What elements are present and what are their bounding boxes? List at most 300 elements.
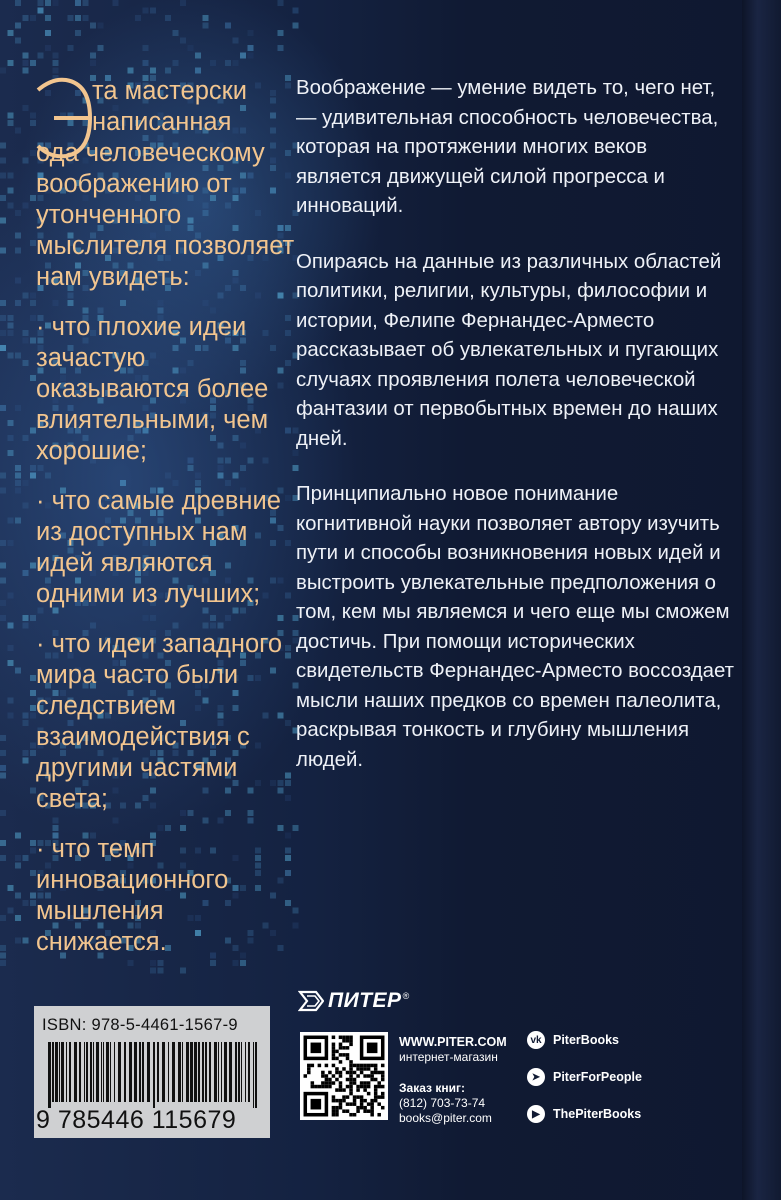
qr-module <box>339 1099 343 1103</box>
qr-module <box>367 1081 371 1085</box>
barcode-bar <box>190 1042 193 1102</box>
barcode-bar <box>162 1042 165 1102</box>
pixel-square <box>53 53 59 59</box>
qr-module <box>335 1109 339 1113</box>
pixel-square <box>23 938 29 944</box>
qr-module <box>335 1050 339 1054</box>
qr-module <box>353 1078 357 1082</box>
pixel-square <box>23 203 29 209</box>
qr-module <box>346 1039 350 1043</box>
pixel-square <box>45 45 51 51</box>
barcode-bar <box>84 1042 85 1102</box>
pixel-square <box>180 38 186 44</box>
qr-module <box>339 1106 343 1110</box>
barcode-bar <box>186 1042 189 1102</box>
barcode-bar <box>229 1042 232 1102</box>
qr-module <box>381 1074 385 1078</box>
pixel-square <box>8 173 14 179</box>
pixel-square <box>15 855 21 861</box>
pixel-square <box>23 53 29 59</box>
qr-module <box>342 1053 346 1057</box>
qr-module <box>374 1099 378 1103</box>
barcode-bar <box>55 1042 58 1102</box>
pixel-square <box>38 0 44 6</box>
qr-module <box>360 1064 364 1068</box>
pixel-square <box>8 698 14 704</box>
qr-module <box>332 1046 336 1050</box>
barcode-bar <box>96 1042 99 1102</box>
pixel-square <box>210 60 216 66</box>
qr-finder <box>367 1043 378 1054</box>
qr-module <box>311 1085 315 1089</box>
pixel-square <box>23 713 29 719</box>
barcode-bar <box>168 1042 169 1102</box>
qr-module <box>332 1043 336 1047</box>
qr-module <box>356 1074 360 1078</box>
intro-rest: ода человеческому воображению от утонченного мыслителя позволяет нам увидеть: <box>36 139 295 291</box>
qr-module <box>339 1071 343 1075</box>
registered-mark: ® <box>402 991 410 1001</box>
pixel-square <box>8 353 14 359</box>
qr-module <box>370 1071 374 1075</box>
pixel-square <box>38 53 44 59</box>
qr-module <box>370 1078 374 1082</box>
pixel-square <box>143 8 149 14</box>
intro-paragraph <box>36 76 296 293</box>
qr-module <box>367 1085 371 1089</box>
pixel-square <box>8 120 14 126</box>
pixel-square <box>38 8 44 14</box>
qr-module <box>377 1071 381 1075</box>
qr-module <box>356 1088 360 1092</box>
qr-module <box>346 1053 350 1057</box>
qr-module <box>339 1081 343 1085</box>
pixel-square <box>15 480 21 486</box>
pixel-square <box>233 38 239 44</box>
qr-module <box>360 1071 364 1075</box>
pixel-square <box>233 60 239 66</box>
pixel-square <box>90 23 96 29</box>
pixel-square <box>0 158 6 164</box>
pixel-square <box>23 360 29 366</box>
pixel-square <box>128 68 134 74</box>
qr-module <box>381 1085 385 1089</box>
pixel-square <box>15 233 21 239</box>
qr-module <box>367 1064 371 1068</box>
pixel-square <box>75 15 81 21</box>
qr-module <box>353 1113 357 1117</box>
barcode-bar <box>235 1042 237 1102</box>
qr-module <box>349 1064 353 1068</box>
social-vk[interactable] <box>527 1031 619 1049</box>
pixel-square <box>8 330 14 336</box>
pixel-square <box>293 23 299 29</box>
qr-module <box>353 1064 357 1068</box>
pixel-square <box>8 713 14 719</box>
pixel-square <box>173 60 179 66</box>
pixel-square <box>53 0 59 6</box>
pixel-square <box>53 60 59 66</box>
pixel-square <box>225 23 231 29</box>
qr-module <box>374 1088 378 1092</box>
qr-module <box>342 1067 346 1071</box>
qr-module <box>353 1071 357 1075</box>
qr-module <box>332 1064 336 1068</box>
pixel-square <box>188 45 194 51</box>
barcode-bar <box>86 1042 88 1102</box>
barcode-bar <box>205 1042 207 1102</box>
qr-module <box>360 1106 364 1110</box>
pixel-square <box>0 945 6 951</box>
qr-module <box>339 1046 343 1050</box>
qr-module <box>325 1085 329 1089</box>
pixel-square <box>15 23 21 29</box>
pixel-square <box>23 503 29 509</box>
qr-module <box>356 1109 360 1113</box>
barcode-bar <box>69 1042 71 1102</box>
pixel-square <box>0 143 6 149</box>
pixel-square <box>45 0 51 6</box>
barcode-bar <box>103 1042 104 1102</box>
pixel-square <box>248 45 254 51</box>
barcode-bar <box>224 1042 227 1102</box>
qr-module <box>356 1067 360 1071</box>
pixel-square <box>15 488 21 494</box>
qr-module <box>349 1085 353 1089</box>
qr-module <box>353 1102 357 1106</box>
qr-module <box>314 1085 318 1089</box>
pixel-square <box>135 15 141 21</box>
barcode-bar <box>90 1042 92 1102</box>
qr-module <box>346 1046 350 1050</box>
pixel-square <box>15 210 21 216</box>
pixel-square <box>0 765 6 771</box>
description-paragraph: Принципиально новое понимание когнитивной науки позволяет автору изучить пути и способы возникновения новых идей и выстроить увлекательные предположения о том, кем мы являемся и чего еще мы сможем достичь. При помощи исторических свидетельств Фернандес-Арместо воссоздает мысли наших предков со времен палеолита, раскрывая тонкость и глубину мышления людей. <box>296 483 734 771</box>
piter-arrow-icon <box>298 990 324 1012</box>
pixel-square <box>0 488 6 494</box>
bullet-item: · что темп инновационного мышления снижается. <box>36 835 229 956</box>
qr-module <box>370 1064 374 1068</box>
qr-module <box>332 1053 336 1057</box>
pixel-square <box>15 893 21 899</box>
qr-module <box>325 1064 329 1068</box>
pixel-square <box>15 128 21 134</box>
qr-module <box>332 1036 336 1040</box>
pixel-square <box>45 30 51 36</box>
qr-module <box>346 1109 350 1113</box>
qr-module <box>318 1085 322 1089</box>
qr-module <box>342 1099 346 1103</box>
qr-module <box>370 1113 374 1117</box>
barcode-bar <box>178 1042 181 1102</box>
pixel-square <box>0 300 6 306</box>
qr-module <box>332 1095 336 1099</box>
qr-module <box>367 1102 371 1106</box>
pixel-square <box>0 563 6 569</box>
pixel-square <box>23 158 29 164</box>
pixel-square <box>8 30 14 36</box>
pixel-square <box>90 53 96 59</box>
qr-module <box>325 1081 329 1085</box>
qr-module <box>360 1085 364 1089</box>
qr-module <box>339 1085 343 1089</box>
qr-module <box>356 1106 360 1110</box>
pixel-square <box>0 315 6 321</box>
pixel-square <box>8 885 14 891</box>
qr-module <box>332 1057 336 1061</box>
qr-module <box>349 1067 353 1071</box>
barcode-bar <box>129 1042 132 1102</box>
pixel-square <box>8 188 14 194</box>
qr-module <box>374 1095 378 1099</box>
shop-info <box>399 1035 507 1065</box>
barcode-bar <box>172 1042 175 1102</box>
pixel-square <box>23 758 29 764</box>
qr-module <box>370 1074 374 1078</box>
barcode-bar <box>198 1042 200 1102</box>
bullet-item: · что плохие идеи зачастую оказываются более влиятельными, чем хорошие; <box>36 313 269 465</box>
ean-digits: 9 785446 115679 <box>36 1106 237 1134</box>
barcode-bar <box>93 1042 94 1102</box>
qr-module <box>370 1102 374 1106</box>
bullet-item: · что самые древние из доступных нам идей являются одними из лучших; <box>36 487 281 608</box>
order-email[interactable]: books@piter.com <box>399 1111 492 1125</box>
website-caption: интернет-магазин <box>399 1050 498 1064</box>
pixel-square <box>203 23 209 29</box>
qr-module <box>370 1109 374 1113</box>
qr-module <box>328 1078 332 1082</box>
pixel-square <box>15 278 21 284</box>
qr-module <box>374 1071 378 1075</box>
right-column <box>296 74 736 801</box>
qr-module <box>342 1095 346 1099</box>
qr-module <box>367 1067 371 1071</box>
qr-module <box>342 1046 346 1050</box>
pixel-square <box>45 15 51 21</box>
qr-module <box>374 1092 378 1096</box>
pixel-square <box>0 473 6 479</box>
pixel-square <box>150 8 156 14</box>
qr-module <box>339 1088 343 1092</box>
pixel-square <box>293 8 299 14</box>
qr-module <box>339 1060 343 1064</box>
pixel-square <box>165 15 171 21</box>
pixel-square <box>23 720 29 726</box>
pixel-square <box>15 353 21 359</box>
qr-module <box>346 1095 350 1099</box>
pixel-square <box>173 30 179 36</box>
pixel-square <box>240 53 246 59</box>
pixel-square <box>278 45 284 51</box>
barcode-icon <box>44 1042 260 1108</box>
pixel-square <box>8 660 14 666</box>
social-label: PiterBooks <box>553 1033 619 1047</box>
qr-module <box>335 1113 339 1117</box>
bullet-item: · что идеи западного мира часто были следствием взаимодействия с другими частями света; <box>36 630 283 813</box>
barcode-bar <box>142 1042 144 1102</box>
pixel-square <box>248 53 254 59</box>
pixel-square <box>83 15 89 21</box>
description-paragraph: Воображение — умение видеть то, чего нет, — удивительная способность человечества, которая на протяжении многих веков является движущей силой прогресса и инноваций. <box>296 77 719 217</box>
pixel-square <box>23 480 29 486</box>
qr-module <box>360 1102 364 1106</box>
qr-module <box>363 1088 367 1092</box>
pixel-square <box>0 218 6 224</box>
pixel-square <box>68 45 74 51</box>
pixel-square <box>30 60 36 66</box>
barcode-bar <box>52 1042 54 1102</box>
pixel-square <box>0 330 6 336</box>
qr-module <box>370 1106 374 1110</box>
order-label: Заказ книг: <box>399 1081 465 1095</box>
qr-module <box>339 1043 343 1047</box>
pixel-square <box>0 578 6 584</box>
pixel-square <box>0 735 6 741</box>
qr-module <box>353 1095 357 1099</box>
website-link[interactable]: WWW.PITER.COM <box>399 1035 507 1049</box>
publisher-logo <box>298 988 409 1014</box>
qr-module <box>346 1057 350 1061</box>
isbn-text: ISBN: 978-5-4461-1567-9 <box>42 1016 238 1034</box>
qr-module <box>332 1050 336 1054</box>
barcode-bar <box>48 1042 51 1108</box>
pixel-square <box>0 840 6 846</box>
qr-module <box>342 1088 346 1092</box>
barcode-bar <box>147 1042 150 1102</box>
qr-module <box>356 1095 360 1099</box>
qr-module <box>377 1081 381 1085</box>
qr-module <box>353 1099 357 1103</box>
pixel-square <box>15 668 21 674</box>
intro-line-1: та мастерски <box>92 77 248 105</box>
qr-module <box>349 1039 353 1043</box>
barcode-bar <box>214 1042 217 1102</box>
barcode-bar <box>134 1042 137 1102</box>
qr-module <box>349 1113 353 1117</box>
pixel-square <box>0 248 6 254</box>
pixel-square <box>15 300 21 306</box>
qr-module <box>349 1102 353 1106</box>
qr-module <box>342 1039 346 1043</box>
pixel-square <box>75 0 81 6</box>
barcode-bar <box>241 1042 242 1102</box>
qr-module <box>346 1036 350 1040</box>
pixel-square <box>203 15 209 21</box>
qr-module <box>328 1081 332 1085</box>
qr-module <box>335 1067 339 1071</box>
qr-module <box>339 1074 343 1078</box>
qr-module <box>321 1081 325 1085</box>
qr-module <box>367 1074 371 1078</box>
social-telegram[interactable] <box>527 1068 642 1086</box>
qr-module <box>363 1081 367 1085</box>
barcode-bar <box>74 1042 77 1102</box>
pixel-square <box>15 938 21 944</box>
pixel-square <box>8 420 14 426</box>
pixel-square <box>15 465 21 471</box>
barcode-bar <box>255 1042 257 1108</box>
pixel-square <box>15 518 21 524</box>
qr-module <box>325 1074 329 1078</box>
barcode-bar <box>245 1042 246 1102</box>
pixel-square <box>8 113 14 119</box>
barcode-bar <box>66 1042 67 1102</box>
pixel-square <box>23 330 29 336</box>
qr-module <box>363 1085 367 1089</box>
qr-module <box>339 1102 343 1106</box>
barcode-bar <box>118 1042 121 1102</box>
pixel-square <box>0 345 6 351</box>
qr-module <box>374 1064 378 1068</box>
qr-module <box>353 1081 357 1085</box>
pixel-square <box>23 338 29 344</box>
pixel-square <box>8 435 14 441</box>
order-info <box>399 1081 492 1126</box>
barcode-panel <box>34 1006 270 1138</box>
pixel-square <box>8 908 14 914</box>
pixel-square <box>15 863 21 869</box>
barcode-bar <box>114 1042 115 1102</box>
qr-module <box>307 1071 311 1075</box>
qr-module <box>360 1081 364 1085</box>
qr-module <box>346 1078 350 1082</box>
barcode-bar <box>221 1042 222 1102</box>
qr-module <box>377 1085 381 1089</box>
pixel-square <box>0 600 6 606</box>
qr-module <box>321 1071 325 1075</box>
qr-module <box>342 1109 346 1113</box>
spine-edge <box>742 0 781 1200</box>
qr-module <box>342 1036 346 1040</box>
qr-module <box>381 1106 385 1110</box>
pixel-square <box>15 38 21 44</box>
qr-module <box>328 1071 332 1075</box>
pixel-square <box>0 773 6 779</box>
pixel-square <box>23 68 29 74</box>
pixel-square <box>165 68 171 74</box>
pixel-square <box>98 45 104 51</box>
qr-module <box>346 1102 350 1106</box>
pixel-square <box>180 0 186 6</box>
pixel-square <box>90 60 96 66</box>
qr-module <box>349 1071 353 1075</box>
qr-module <box>307 1064 311 1068</box>
barcode-bar <box>202 1042 204 1102</box>
social-youtube[interactable] <box>527 1105 641 1123</box>
pixel-square <box>278 0 284 6</box>
pixel-square <box>23 435 29 441</box>
pixel-square <box>0 915 6 921</box>
qr-module <box>335 1106 339 1110</box>
qr-module <box>363 1067 367 1071</box>
pixel-square <box>8 450 14 456</box>
pixel-square <box>0 960 6 966</box>
qr-module <box>363 1064 367 1068</box>
pixel-square <box>8 315 14 321</box>
social-label: ThePiterBooks <box>553 1107 642 1121</box>
qr-module <box>381 1071 385 1075</box>
pixel-square <box>143 45 149 51</box>
qr-module <box>339 1036 343 1040</box>
pixel-square <box>30 15 36 21</box>
qr-module <box>332 1074 336 1078</box>
qr-module <box>360 1067 364 1071</box>
telegram-icon: ➤ <box>527 1068 545 1086</box>
qr-code-icon <box>300 1032 388 1120</box>
pixel-square <box>8 518 14 524</box>
pixel-square <box>0 615 6 621</box>
pixel-square <box>0 540 6 546</box>
